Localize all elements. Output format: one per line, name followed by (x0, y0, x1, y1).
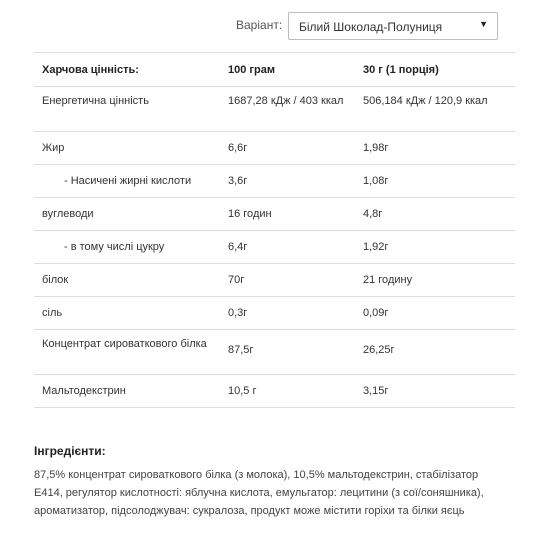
ingredients-title: Інгредієнти: (34, 444, 106, 458)
value-per-100g: 87,5г (220, 330, 355, 375)
nutrition-table (34, 52, 515, 408)
value-per-serving: 21 годину (355, 264, 515, 297)
variant-selected-value: Білий Шоколад-Полуниця (299, 20, 443, 34)
value-per-serving: 0,09г (355, 297, 515, 330)
variant-row (0, 10, 550, 40)
nutrient-name: білок (34, 264, 220, 297)
value-per-serving: 4,8г (355, 198, 515, 231)
table-row (34, 87, 515, 132)
chevron-down-icon: ▼ (479, 19, 488, 29)
table-row (34, 375, 515, 408)
table-row (34, 198, 515, 231)
variant-label: Варіант: (236, 18, 283, 32)
nutrient-name: - Насичені жирні кислоти (34, 165, 220, 198)
value-per-100g: 3,6г (220, 165, 355, 198)
nutrient-name: Концентрат сироваткового білка (34, 330, 220, 375)
value-per-100g: 1687,28 кДж / 403 ккал (220, 87, 355, 132)
nutrition-header-row (34, 53, 515, 87)
table-row (34, 297, 515, 330)
table-row (34, 132, 515, 165)
value-per-100g: 70г (220, 264, 355, 297)
nutrient-name: Мальтодекстрин (34, 375, 220, 408)
value-per-100g: 6,6г (220, 132, 355, 165)
value-per-serving: 506,184 кДж / 120,9 ккал (355, 87, 515, 132)
ingredients-text: 87,5% концентрат сироваткового білка (з молока), 10,5% мальтодекстрин, стабілізатор Е414, регулятор кислотності: яблучна кислота, емульгатор: лецитини (з сої/соняшника), ароматизатор, підсолоджувач: сукралоза, продукт може містити горіхи та білки яєць (34, 469, 484, 517)
nutrient-name: Енергетична цінність (34, 87, 220, 132)
value-per-100g: 10,5 г (220, 375, 355, 408)
value-per-100g: 0,3г (220, 297, 355, 330)
nutrient-name: Жир (34, 132, 220, 165)
header-per-serving: 30 г (1 порція) (355, 53, 515, 87)
nutrient-name: вуглеводи (34, 198, 220, 231)
table-row (34, 165, 515, 198)
header-nutrient: Харчова цінність: (34, 53, 220, 87)
variant-select[interactable] (288, 12, 498, 40)
nutrient-name: сіль (34, 297, 220, 330)
header-per-100g: 100 грам (220, 53, 355, 87)
nutrient-name: - в тому числі цукру (34, 231, 220, 264)
value-per-serving: 26,25г (355, 330, 515, 375)
value-per-serving: 1,08г (355, 165, 515, 198)
value-per-serving: 1,98г (355, 132, 515, 165)
table-row (34, 264, 515, 297)
table-row (34, 330, 515, 375)
value-per-100g: 16 годин (220, 198, 355, 231)
value-per-serving: 3,15г (355, 375, 515, 408)
value-per-serving: 1,92г (355, 231, 515, 264)
table-row (34, 231, 515, 264)
value-per-100g: 6,4г (220, 231, 355, 264)
